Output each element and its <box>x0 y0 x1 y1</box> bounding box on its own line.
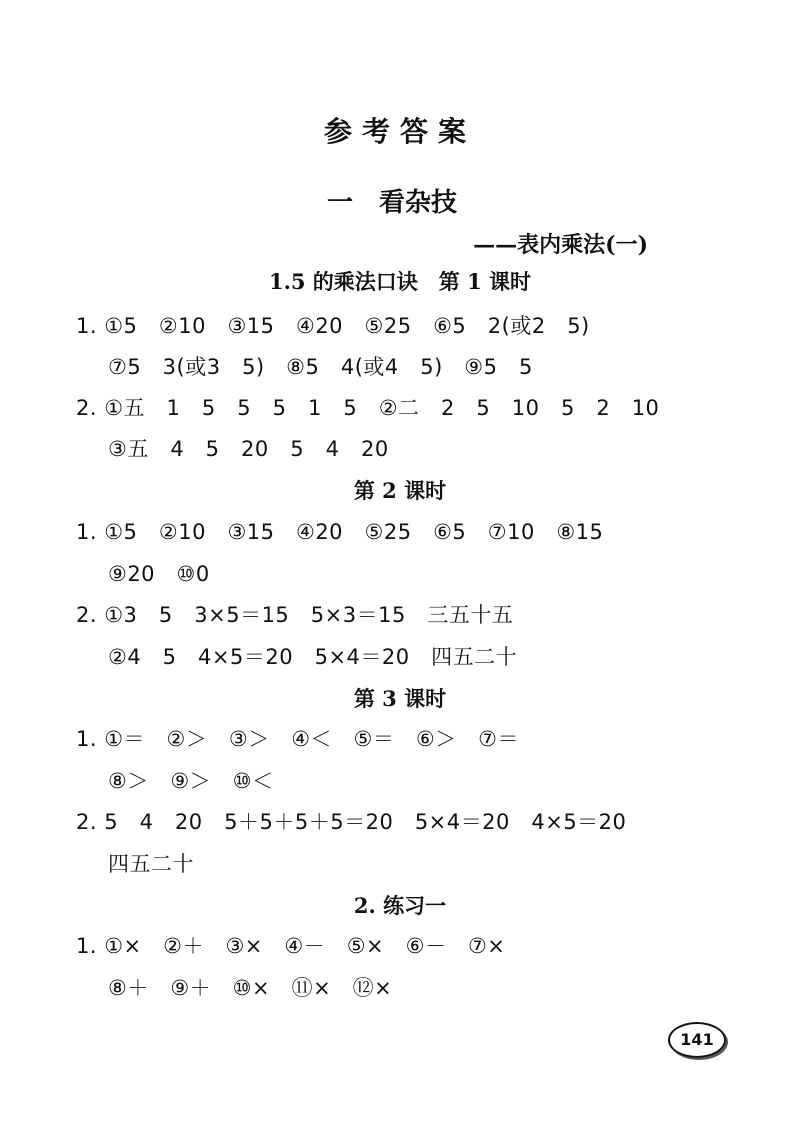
lesson1-q1-line2: ⑦5 3(或3 5) ⑧5 4(或4 5) ⑨5 5 <box>108 355 533 379</box>
practice1-q1-line2: ⑧＋ ⑨＋ ⑩× ⑪× ⑫× <box>108 976 393 1000</box>
page-title: 参考答案 <box>323 115 476 148</box>
lesson1-header: 1.5 的乘法口诀 第 1 课时 <box>268 269 532 294</box>
page-number-badge: 141 <box>668 1022 726 1058</box>
lesson2-q1-line2: ⑨20 ⑩0 <box>108 562 210 586</box>
lesson1-q2-line2: ③五 4 5 20 5 4 20 <box>108 437 389 461</box>
unit-title: 一 看杂技 <box>327 188 458 218</box>
unit-subtitle: ——表内乘法(一) <box>473 232 648 258</box>
lesson1-q2-line1: 2. ①五 1 5 5 5 1 5 ②二 2 5 10 5 2 10 <box>76 396 660 420</box>
lesson2-q1-line1: 1. ①5 ②10 ③15 ④20 ⑤25 ⑥5 ⑦10 ⑧15 <box>76 520 604 544</box>
lesson2-q2-line2: ②4 5 4×5＝20 5×4＝20 四五二十 <box>108 645 518 669</box>
lesson2-q2-line1: 2. ①3 5 3×5＝15 5×3＝15 三五十五 <box>76 603 514 627</box>
lesson3-q1-line2: ⑧＞ ⑨＞ ⑩＜ <box>108 769 274 793</box>
lesson3-q1-line1: 1. ①＝ ②＞ ③＞ ④＜ ⑤＝ ⑥＞ ⑦＝ <box>76 727 519 751</box>
lesson2-header: 第 2 课时 <box>353 478 447 503</box>
lesson3-header: 第 3 课时 <box>353 686 447 711</box>
practice1-header: 2. 练习一 <box>353 893 447 918</box>
lesson1-q1-line1: 1. ①5 ②10 ③15 ④20 ⑤25 ⑥5 2(或2 5) <box>76 314 590 338</box>
lesson3-q2-line2: 四五二十 <box>108 852 194 876</box>
practice1-q1-line1: 1. ①× ②＋ ③× ④－ ⑤× ⑥－ ⑦× <box>76 934 506 958</box>
lesson3-q2-line1: 2. 5 4 20 5＋5＋5＋5＝20 5×4＝20 4×5＝20 <box>76 810 627 834</box>
